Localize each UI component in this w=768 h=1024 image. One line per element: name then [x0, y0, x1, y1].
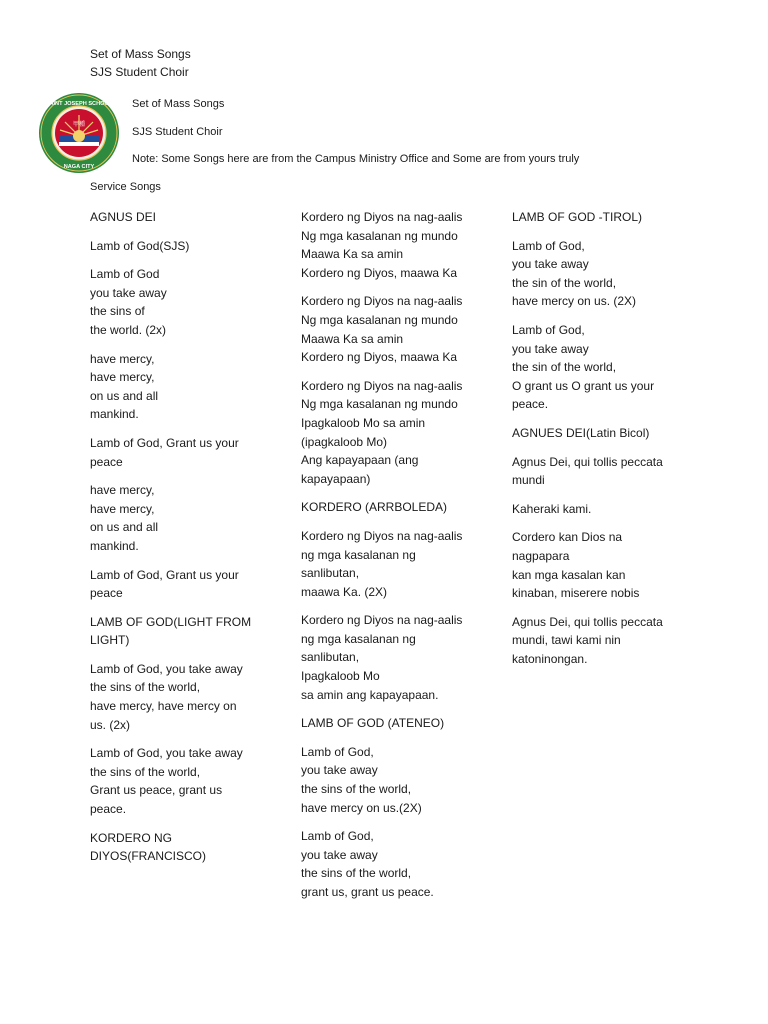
lyric-stanza: Lamb of God, you take away the sins of the world, Grant us peace, grant us peace.: [90, 746, 243, 817]
lyrics-column-1: [90, 208, 290, 876]
section-label: Service Songs: [90, 181, 161, 193]
lyric-stanza: Kordero ng Diyos na nag-aalis ng mga kasalanan ng sanlibutan, maawa Ka. (2X): [301, 528, 463, 599]
song-subheading: Lamb of God(SJS): [90, 238, 190, 253]
lyric-stanza: Agnus Dei, qui tollis peccata mundi: [512, 454, 663, 488]
lyric-stanza: Lamb of God, you take away the sins of the world, have mercy, have mercy on us. (2x): [90, 661, 243, 732]
seal-bottom-text: NAGA CITY: [63, 164, 95, 170]
intro-choir: SJS Student Choir: [132, 126, 223, 138]
header-title: Set of Mass Songs: [90, 47, 191, 61]
song-heading: LAMB OF GOD(LIGHT FROM LIGHT): [90, 614, 252, 648]
lyric-stanza: Lamb of God, Grant us your peace: [90, 435, 239, 469]
header-subtitle: SJS Student Choir: [90, 65, 189, 79]
document-header: [90, 45, 191, 81]
song-heading: AGNUS DEI: [90, 210, 157, 224]
lyric-stanza: Agnus Dei, qui tollis peccata mundi, tawi kami nin katoninongan.: [512, 614, 663, 666]
song-heading: KORDERO NG DIYOS(FRANCISCO): [90, 830, 207, 864]
lyrics-column-2: [301, 208, 501, 912]
lyric-stanza: Lamb of God, you take away the sins of the world, grant us, grant us peace.: [301, 829, 434, 899]
song-heading: LAMB OF GOD -TIROL): [512, 210, 643, 224]
song-heading: AGNUES DEI(Latin Bicol): [512, 425, 650, 440]
lyric-stanza: have mercy, have mercy, on us and all mankind.: [90, 483, 159, 553]
lyric-stanza: Cordero kan Dios na nagpapara kan mga kasalan kan kinaban, miserere nobis: [512, 530, 640, 601]
lyric-stanza: Kordero ng Diyos na nag-aalis ng mga kasalanan ng sanlibutan, Ipagkaloob Mo sa amin ang kapayapaan.: [301, 613, 463, 702]
seal-top-text: SAINT JOSEPH SCHOOL: [45, 101, 113, 107]
lyric-stanza: Kordero ng Diyos na nag-aalis Ng mga kasalanan ng mundo Ipagkaloob Mo sa amin (ipagkaloob Mo) Ang kapayapaan (ang kapayapaan): [301, 378, 463, 486]
intro-note: Note: Some Songs here are from the Campus Ministry Office and Some are from yours truly: [132, 153, 580, 165]
song-heading: KORDERO (ARRBOLEDA): [301, 500, 448, 515]
lyrics-column-3: [512, 208, 712, 678]
intro-title: Set of Mass Songs: [132, 98, 225, 110]
lyric-stanza: Kordero ng Diyos na nag-aalis Ng mga kasalanan ng mundo Maawa Ka sa amin Kordero ng Diyos, maawa Ka: [301, 294, 463, 365]
seal-center-text: 甲種: [72, 122, 86, 128]
lyric-stanza: Lamb of God you take away the sins of the world. (2x): [90, 267, 167, 337]
lyric-stanza: Lamb of God, Grant us your peace: [90, 567, 239, 601]
song-heading: LAMB OF GOD (ATENEO): [301, 716, 445, 731]
lyric-stanza: have mercy, have mercy, on us and all mankind.: [90, 351, 159, 422]
lyric-stanza: Lamb of God, you take away the sin of the world, O grant us O grant us your peace.: [512, 322, 655, 412]
lyric-stanza: Kaheraki kami.: [512, 501, 592, 516]
lyric-stanza: Kordero ng Diyos na nag-aalis Ng mga kasalanan ng mundo Maawa Ka sa amin Kordero ng Diyos, maawa Ka: [301, 210, 463, 280]
lyric-stanza: Lamb of God, you take away the sins of the world, have mercy on us.(2X): [301, 744, 422, 815]
lyric-stanza: Lamb of God, you take away the sin of the world, have mercy on us. (2X): [512, 238, 637, 309]
school-seal-logo: [38, 92, 120, 174]
